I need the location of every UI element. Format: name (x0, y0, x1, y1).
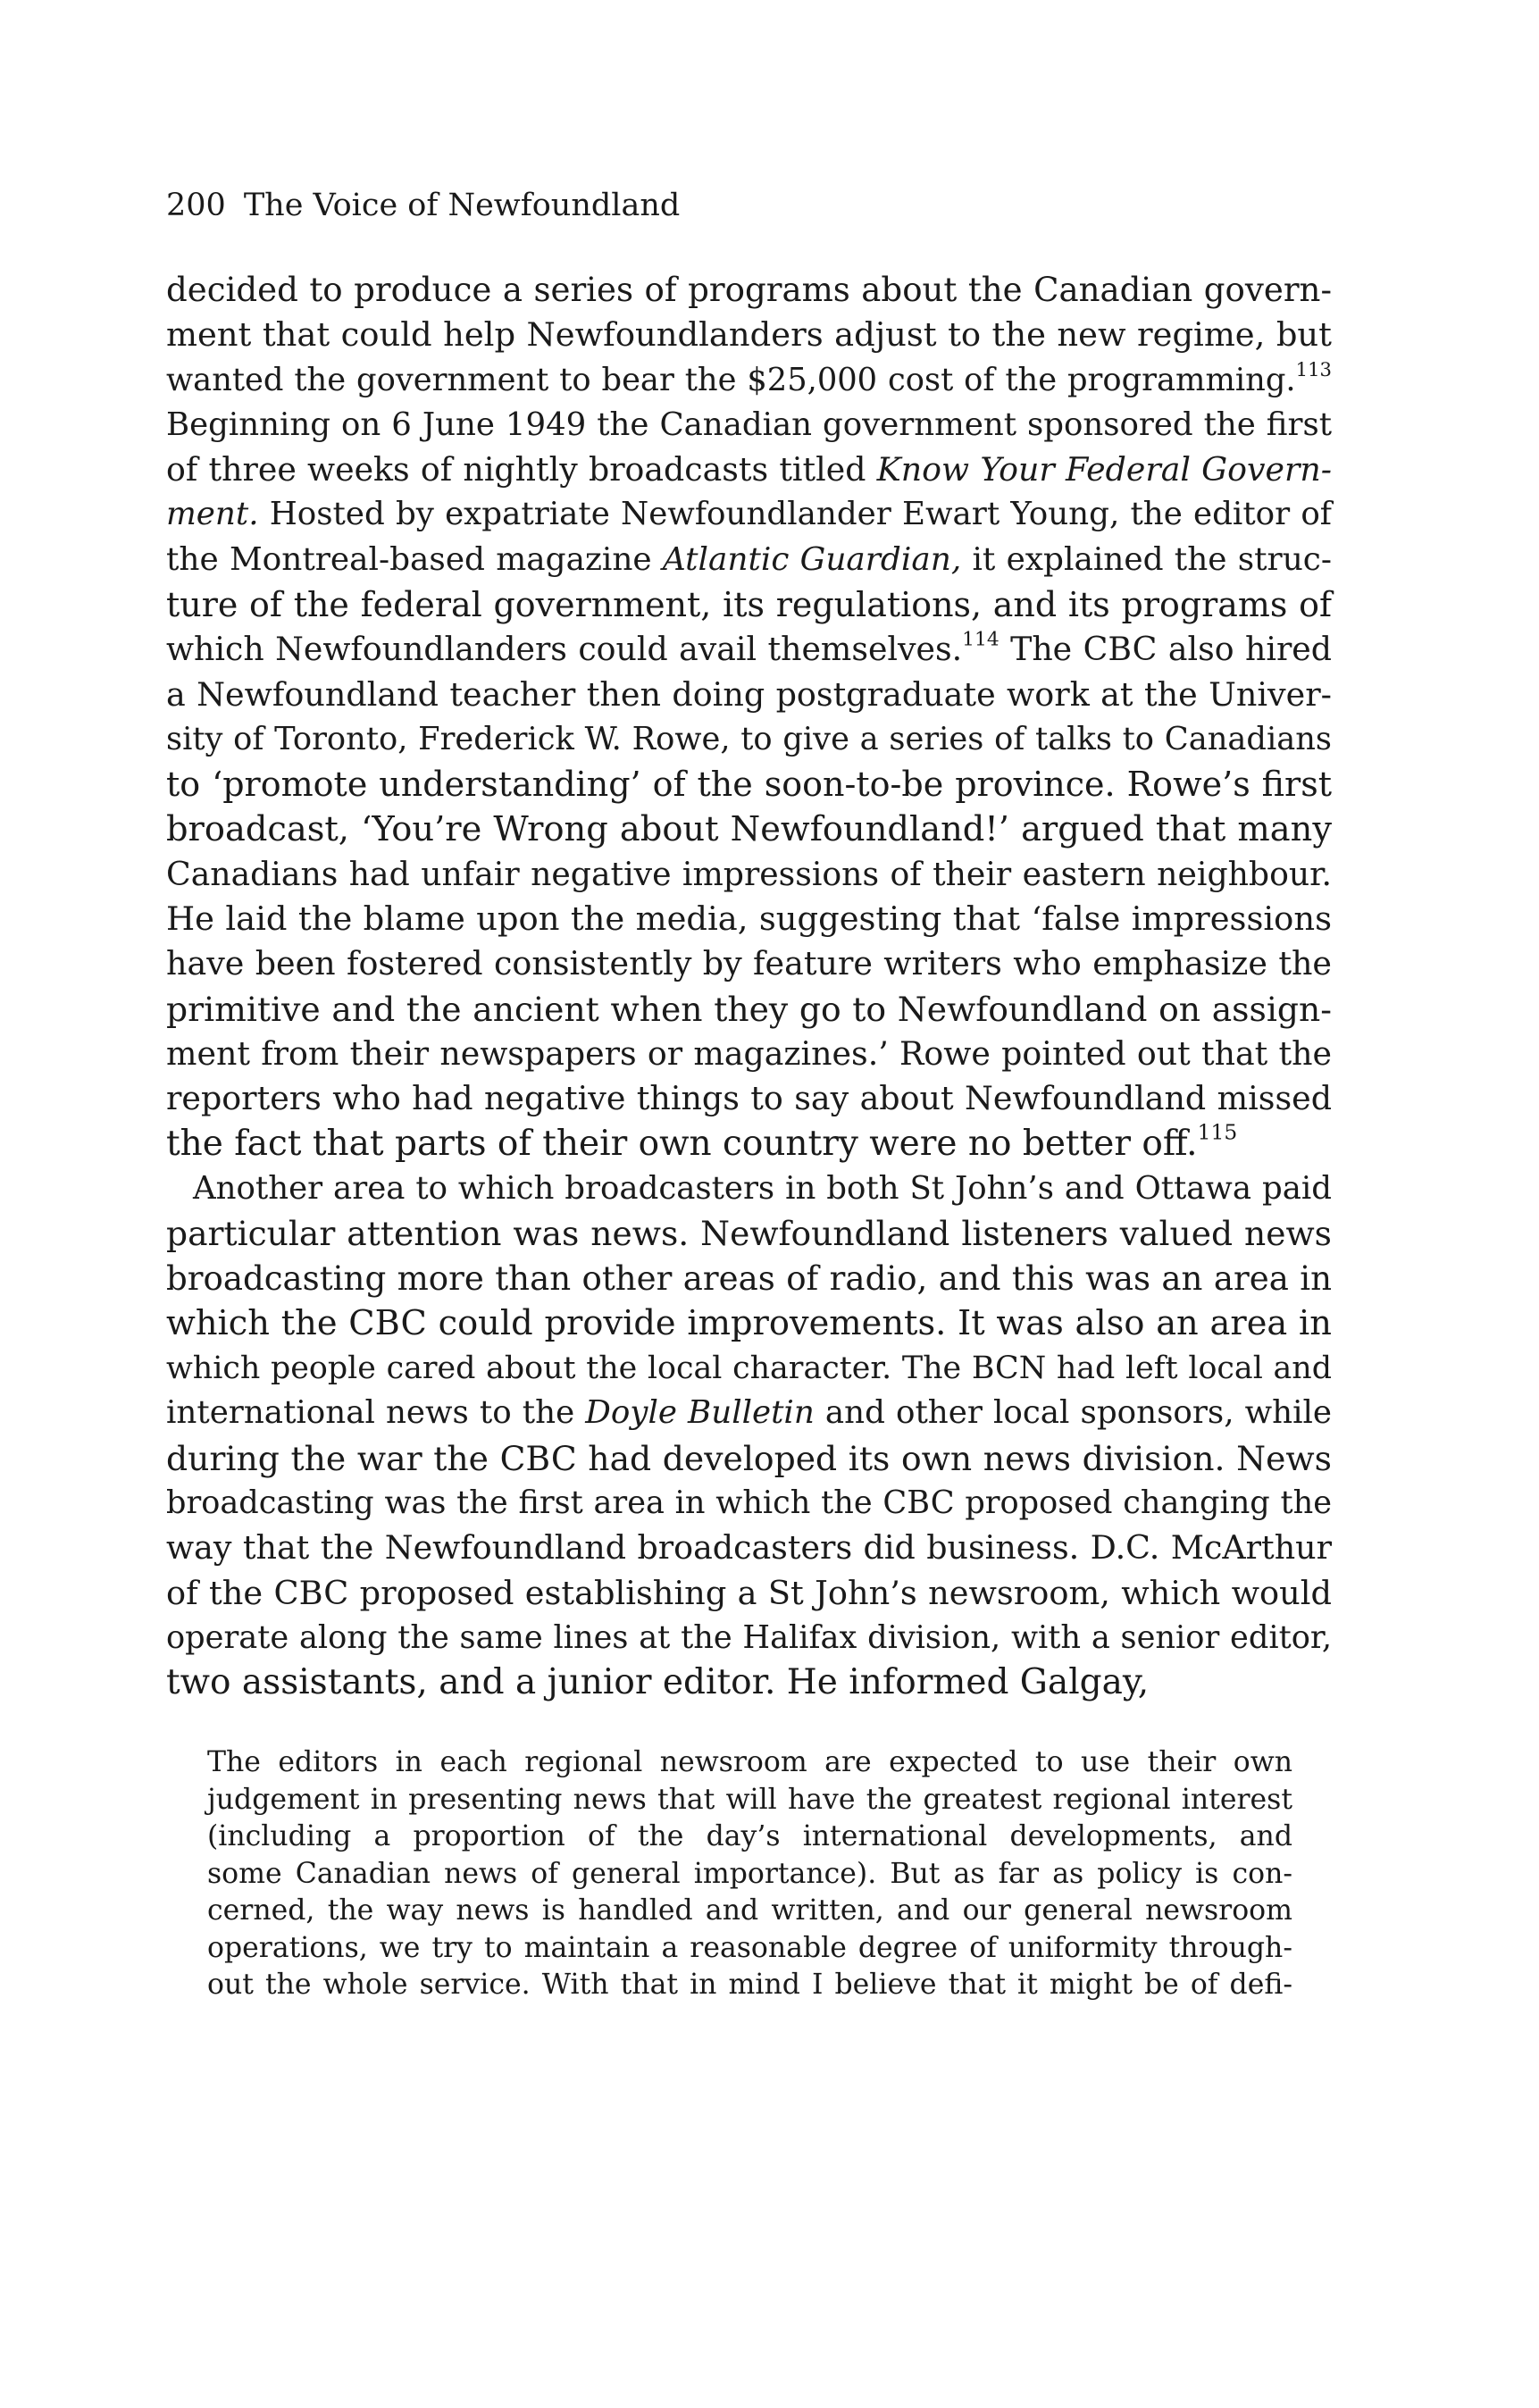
program-title: Know Your Federal Govern- (876, 450, 1332, 489)
text-line: broadcast, ‘You’re Wrong about Newfoundland!’ argued that many (166, 808, 1332, 849)
text-line: broadcasting more than other areas of radio, and this was an area in (166, 1258, 1332, 1298)
text-line: primitive and the ancient when they go to Newfoundland on assign- (166, 989, 1332, 1029)
footnote-ref: 113 (1295, 357, 1332, 380)
text-line: Another area to which broadcasters in both St John’s and Ottawa paid (193, 1169, 1332, 1207)
text-line: reporters who had negative things to say about Newfoundland missed (166, 1079, 1332, 1118)
program-title: ment. (166, 496, 259, 533)
text-line: ment. Hosted by expatriate Newfoundlander Ewart Young, the editor of (166, 496, 1332, 533)
text-line: two assistants, and a junior editor. He informed Galgay, (166, 1662, 1150, 1703)
text-line: He laid the blame upon the media, suggesting that ‘false impressions (166, 899, 1332, 939)
text-line: Canadians had unfair negative impressions of their eastern neighbour. (166, 854, 1332, 893)
text-line: particular attention was news. Newfoundland listeners valued news (166, 1214, 1332, 1254)
quote-line: judgement in presenting news that will have the greatest regional interest (207, 1783, 1292, 1816)
quote-line: operations, we try to maintain a reasonable degree of uniformity through- (207, 1931, 1292, 1964)
text-line: which people cared about the local character. The BCN had left local and (166, 1350, 1332, 1387)
text-line: the Montreal-based magazine Atlantic Guardian, it explained the struc- (166, 540, 1332, 578)
text-line: during the war the CBC had developed its own news division. News (166, 1438, 1332, 1478)
footnote-ref: 114 (962, 629, 1000, 652)
text-line: ture of the federal government, its regulations, and its programs of (166, 585, 1332, 625)
quote-line: (including a proportion of the day’s international developments, and (207, 1820, 1292, 1852)
text-line: Beginning on 6 June 1949 the Canadian government sponsored the first (166, 406, 1332, 443)
text-line: ment that could help Newfoundlanders adjust to the new regime, but (166, 315, 1332, 355)
block-quote (207, 1744, 1292, 2004)
text-line: broadcasting was the first area in which the CBC proposed changing the (166, 1484, 1332, 1522)
program-title: Doyle Bulletin (585, 1394, 815, 1432)
page-number: 200 (166, 188, 226, 223)
magazine-title: Atlantic Guardian, (662, 540, 962, 578)
text-line: which Newfoundlanders could avail themselves.$^{114}$ The CBC also hired (166, 629, 1332, 669)
text-line: way that the Newfoundland broadcasters did business. D.C. McArthur (166, 1528, 1332, 1568)
text-line: ment from their newspapers or magazines.’ Rowe pointed out that the (166, 1034, 1332, 1074)
text-line: wanted the government to bear the $25,000 cost of the programming.$^{113}$ (166, 357, 1332, 398)
footnote-ref: 115 (1197, 1119, 1238, 1145)
text-line: which the CBC could provide improvements. It was also an area in (166, 1302, 1332, 1343)
text-line: of three weeks of nightly broadcasts titled Know Your Federal Govern- (166, 450, 1332, 489)
running-head (166, 186, 680, 225)
text-line: have been fostered consistently by feature writers who emphasize the (166, 944, 1332, 983)
text-line: the fact that parts of their own country were no better off.$^{115}$ (166, 1119, 1238, 1164)
text-line: decided to produce a series of programs about the Canadian govern- (166, 271, 1332, 309)
text-line: of the CBC proposed establishing a St John’s newsroom, which would (166, 1573, 1332, 1612)
quote-line: The editors in each regional newsroom are expected to use their own (207, 1746, 1292, 1778)
text-line: international news to the Doyle Bulletin and other local sponsors, while (166, 1394, 1332, 1432)
text-line: a Newfoundland teacher then doing postgraduate work at the Univer- (166, 674, 1332, 714)
running-head-title: The Voice of Newfoundland (243, 188, 681, 223)
text-line: sity of Toronto, Frederick W. Rowe, to give a series of talks to Canadians (166, 720, 1332, 757)
text-line: to ‘promote understanding’ of the soon-to-be province. Rowe’s first (166, 765, 1332, 805)
text-line: operate along the same lines at the Halifax division, with a senior editor, (166, 1618, 1332, 1656)
quote-line: out the whole service. With that in mind I believe that it might be of defi- (207, 1969, 1292, 2001)
quote-line: some Canadian news of general importance). But as far as policy is con- (207, 1857, 1292, 1890)
body-text (166, 268, 1332, 1706)
quote-line: cerned, the way news is handled and written, and our general newsroom (207, 1894, 1292, 1927)
